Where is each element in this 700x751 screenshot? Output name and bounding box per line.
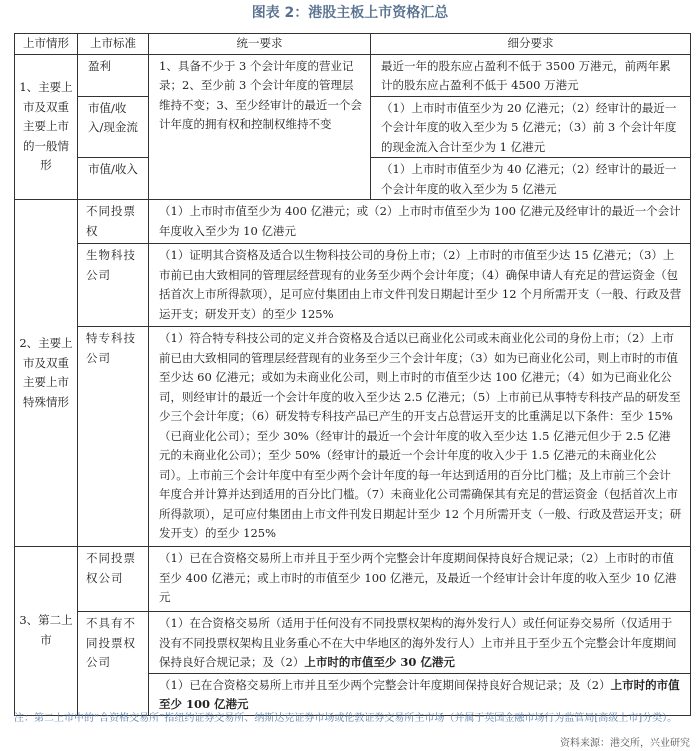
detail-text: （1）已在合资格交易所上市并且至少两个完整会计年度期间保持良好合规记录；及（2）	[159, 677, 611, 692]
detail-bold-text: 上市时的市值至少 100 亿港元	[159, 677, 680, 711]
detail-cell: （1）上市时市值至少为 400 亿港元；或（2）上市时市值至少为 100 亿港元及经审计的最近一个会计年度收入至少为 10 亿港元	[149, 200, 691, 244]
detail-cell: （1）上市时市值至少为 20 亿港元；（2）经审计的最近一个会计年度的收入至少为 5 亿港元；（3）前 3 个会计年度的现金流入合计至少为 1 亿港元	[371, 96, 691, 158]
table-row	[15, 612, 691, 674]
detail-text: （1）已在合资格交易所上市并且于至少两个完整会计年度期间保持良好合规记录；（2）上市时的市值至少 400 亿港元；或上市时的市值至少 100 亿港元，及最近一个经审计会计年度的收入至少 10 亿港元	[159, 551, 677, 604]
standard-cell: 不同投票权公司	[78, 547, 149, 612]
detail-text: （1）在合资格交易所（适用于任何没有不同投票权架构的海外发行人）或任何证券交易所（仅适用于没有不同投票权架构且业务重心不在大中华地区的海外发行人）上市并且于至少五个完整会计年度期间保持良好合规记录；及（2）	[159, 616, 677, 669]
standard-cell: 市值/收入/现金流	[78, 96, 149, 158]
standard-cell: 盈利	[78, 54, 149, 96]
table-row	[15, 244, 691, 327]
detail-cell: （1）上市时市值至少为 40 亿港元；（2）经审计的最近一个会计年度的收入至少为 5 亿港元	[371, 158, 691, 200]
detail-cell: （1）符合特专科技公司的定义并合资格及合适以已商业化公司或未商业化公司的身份上市；（2）上市前已由大致相同的管理层经营现有的业务至少三个会计年度；（3）如为已商业化公司，则上市时的市值至少达 60 亿港元；或如为未商业化公司，则上市时的市值至少达 100 亿港元；（4）如为已商业化公司，则经审计的最近一个会计年度的收入至少达 2.5 亿港元；（5）上市前已从事特专科技产品的研发至少三个会计年度；（6）研发特专科技产品已产生的开支占总营运开支的比重满足以下条件：至少 15%（已商业化公司）；至少 30%（经审计的最近一个会计年度的收入至少达 1.5 亿港元但少于 2.5 亿港元的未商业化公司）；至少 50%（经审计的最近一个会计年度的收入少于 1.5 亿港元的未商业化公司）。上市前三个会计年度中有至少两个会计年度的每一年达到适用的百分比门槛；及上市前三个会计年度合并计算并达到适用的百分比门槛。（7）未商业化公司需确保其有充足的营运资金（包括首次上市所得款项），足可应付集团由上市文件刊发日期起计至少 12 个月所需开支（一般、行政及营运开支；研发开支）的至少 125%	[149, 327, 691, 547]
table-row	[15, 54, 691, 96]
header-cell: 统一要求	[149, 34, 371, 55]
footnote: 注：第二上市中的“合资格交易所”指纽约证券交易所、纳斯达克证券市场或伦敦证券交易所主市场（并属于英国金融市场行为监管局[高级上市]分类）。	[14, 713, 678, 724]
standard-cell: 市值/收入	[78, 158, 149, 200]
detail-cell: 最近一年的股东应占盈利不低于 3500 万港元，前两年累计的股东应占盈利不低于 4500 万港元	[371, 54, 691, 96]
header-cell: 上市标准	[78, 34, 149, 55]
listing-requirements-table	[14, 33, 691, 716]
standard-cell: 不具有不同投票权公司	[78, 612, 149, 716]
table-title: 图表 2：港股主板上市资格汇总	[251, 5, 449, 21]
category-cell: 3、第二上市	[15, 547, 78, 716]
source-note: 资料来源：港交所，兴业研究	[560, 738, 690, 749]
header-cell: 细分要求	[371, 34, 691, 55]
category-cell: 1、主要上市及双重主要上市的一般情形	[15, 54, 78, 200]
table-header-row	[15, 34, 691, 55]
detail-cell: （1）证明其合资格及适合以生物科技公司的身份上市；（2）上市时的市值至少达 15 亿港元；（3）上市前已由大致相同的管理层经营现有的业务至少两个会计年度；（4）确保申请人有充足的营运资金（包括首次上市所得款项），足可应付集团由上市文件刊发日期起计至少 12 个月所需开支（一般、行政及营运开支；研发开支）的至少 125%	[149, 244, 691, 327]
detail-cell	[149, 612, 691, 674]
detail-cell	[149, 547, 691, 612]
general-requirement-cell: 1、具备不少于 3 个会计年度的营业记录；2、至少前 3 个会计年度的管理层维持不变；3、至少经审计的最近一个会计年度的拥有权和控制权维持不变	[149, 54, 371, 200]
category-cell: 2、主要上市及双重主要上市特殊情形	[15, 200, 78, 547]
standard-cell: 生物科技公司	[78, 244, 149, 327]
header-cell: 上市情形	[15, 34, 78, 55]
standard-cell: 不同投票权	[78, 200, 149, 244]
detail-bold-text: 上市时的市值至少 30 亿港元	[304, 655, 455, 669]
standard-cell: 特专科技公司	[78, 327, 149, 547]
table-row	[15, 327, 691, 547]
table-row	[15, 547, 691, 612]
table-row	[15, 200, 691, 244]
